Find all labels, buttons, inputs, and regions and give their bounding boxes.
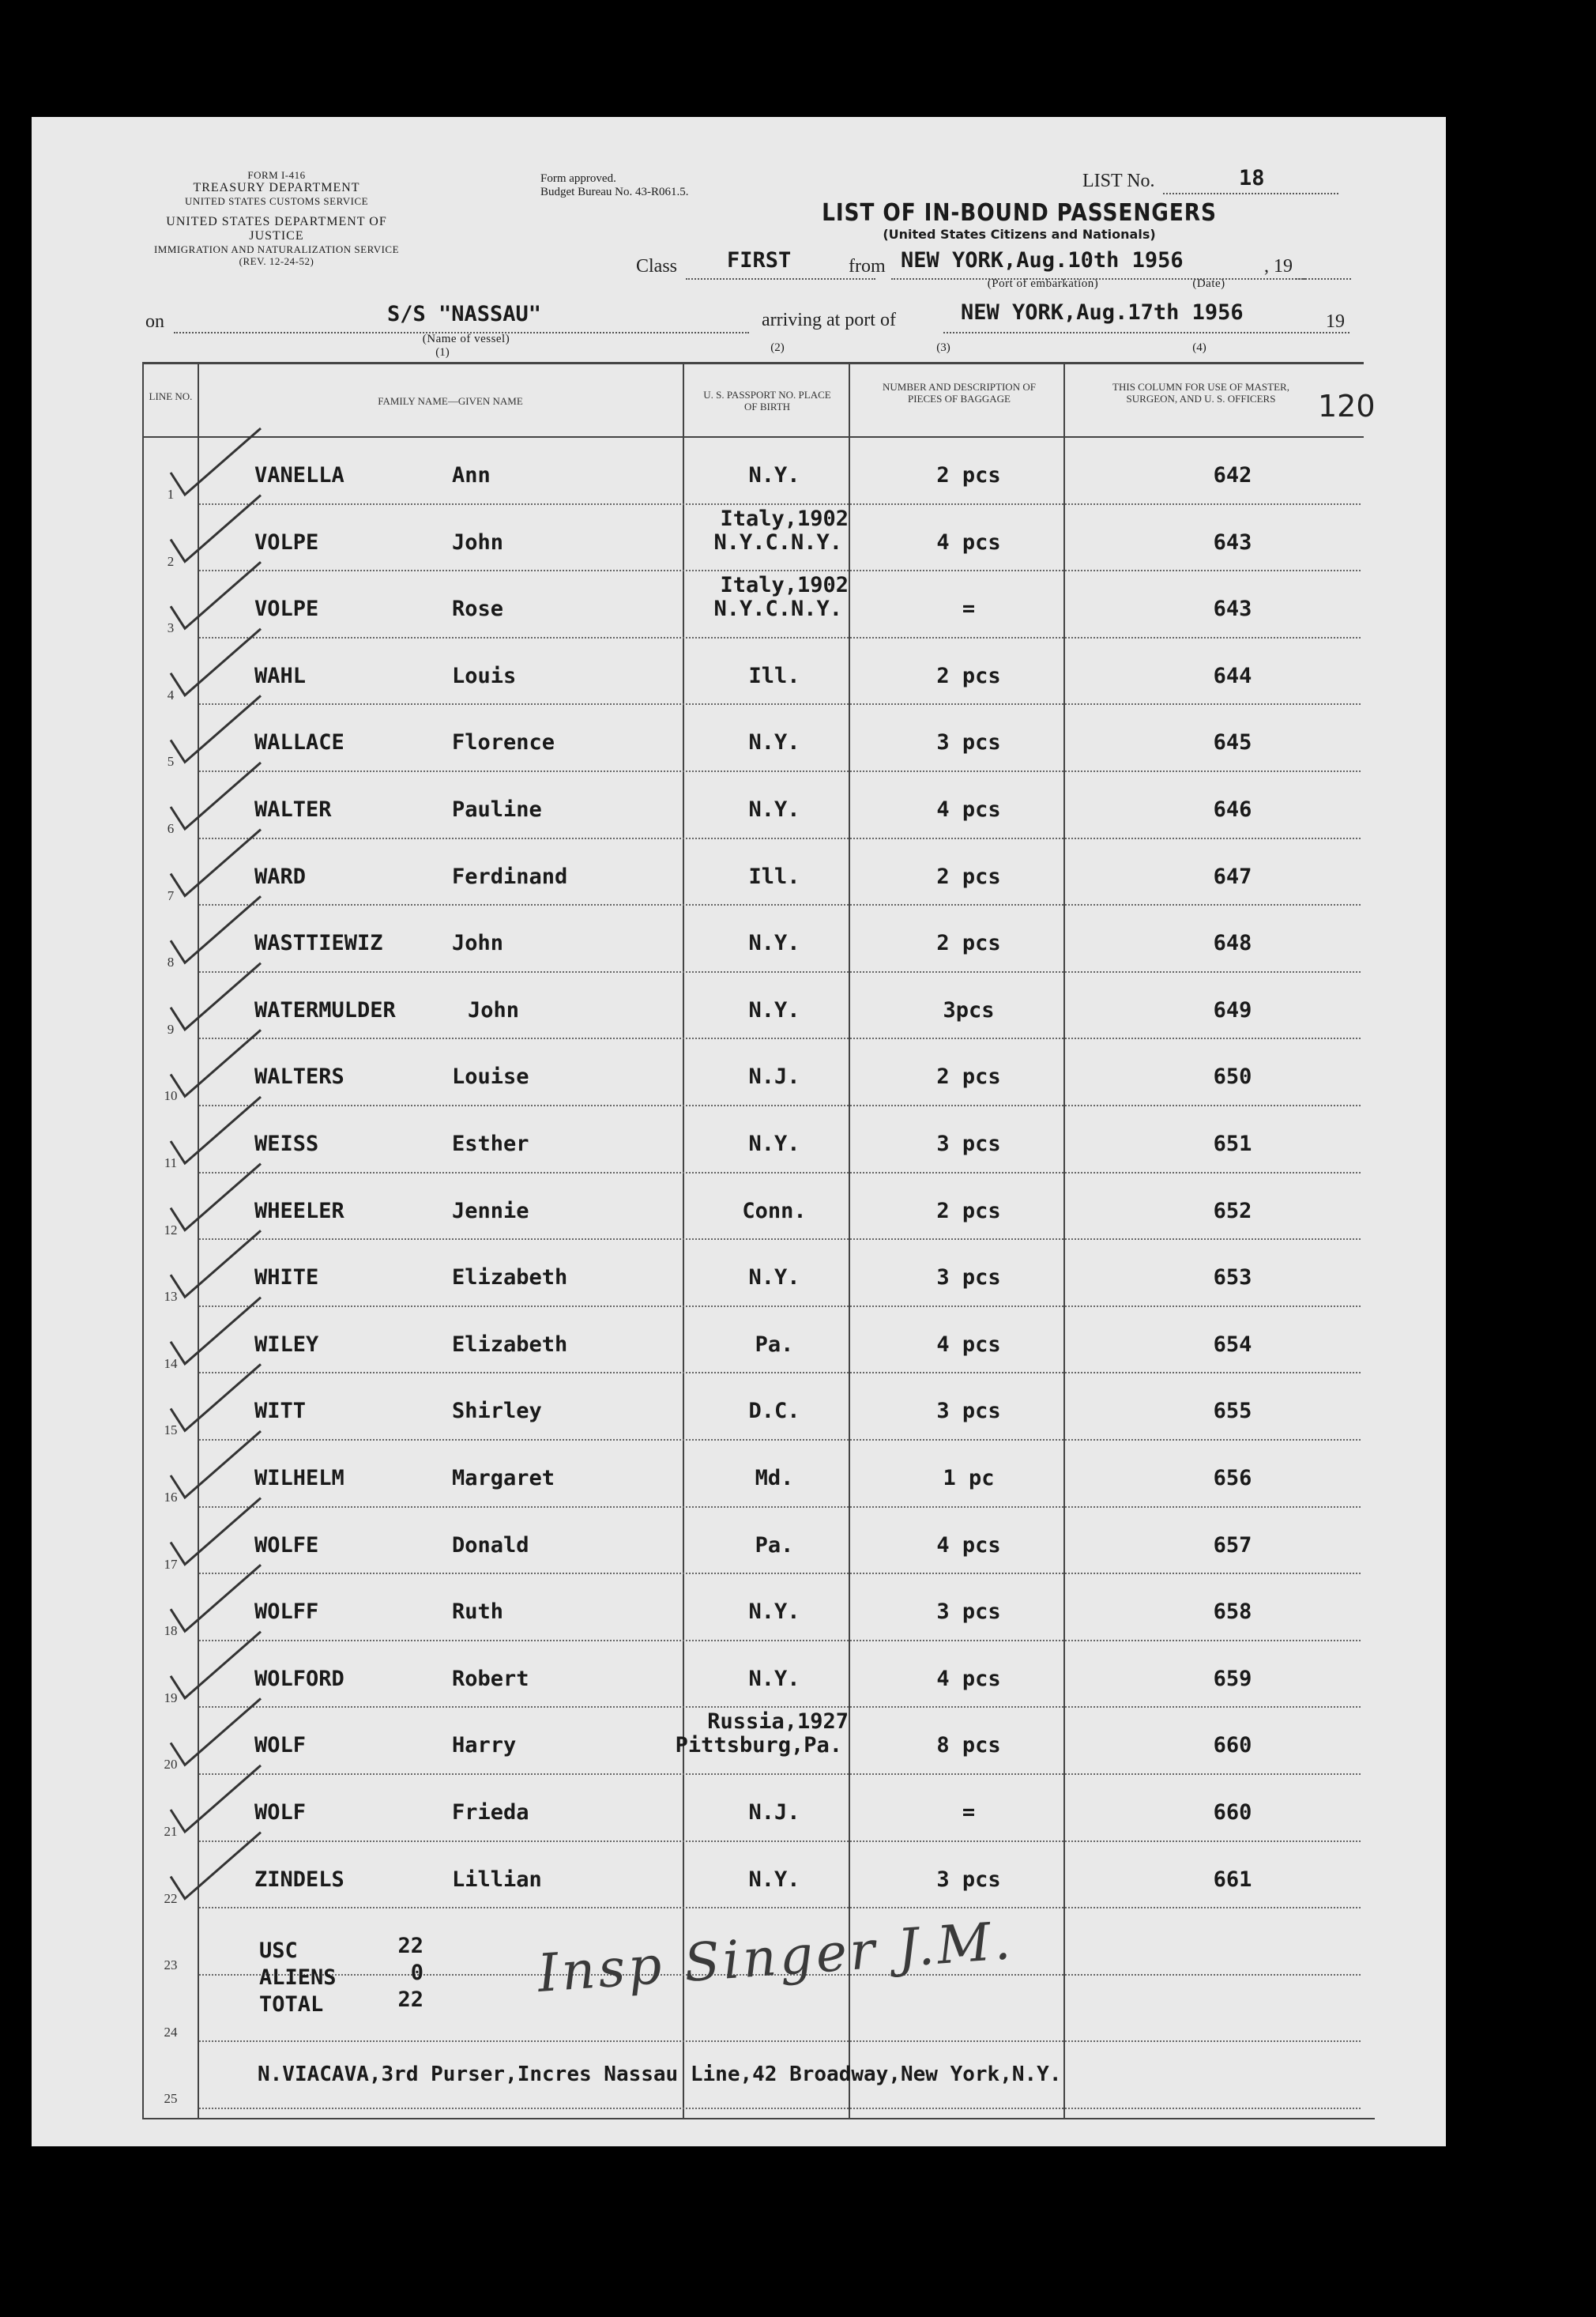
arriving-value: NEW YORK,Aug.17th 1956 [961,300,1244,325]
line-number: 9 [167,1021,175,1037]
given-name: Pauline [452,797,542,822]
given-name: John [468,997,520,1023]
total-label: TOTAL [259,1992,324,2017]
line-number: 25 [164,2091,178,2107]
family-name: WAHL [254,663,307,688]
family-name: VOLPE [254,529,319,555]
form-number: FORM I-416 [247,169,306,181]
baggage-count: 2 pcs [936,931,1001,956]
aliens-label: ALIENS [259,1965,337,1990]
line-number: 14 [164,1355,178,1371]
inspector-signature: Insp Singer J.M. [536,1910,1016,2004]
line-number: 21 [164,1824,178,1839]
check-mark [171,1230,261,1297]
officer-number: 661 [1213,1867,1252,1892]
given-name: Louis [452,663,517,688]
family-name: VANELLA [254,463,344,488]
list-no-label: LIST No. [1082,171,1155,191]
baggage-count: 4 pcs [936,1532,1001,1558]
given-name: Louise [452,1064,529,1090]
officer-number: 658 [1213,1599,1252,1625]
family-name: WHITE [254,1265,319,1290]
baggage-count: 3 pcs [936,1399,1001,1424]
on-label: on [145,311,164,332]
family-name: WALTERS [254,1064,344,1090]
officer-number: 651 [1213,1132,1252,1156]
given-name: Ruth [452,1599,504,1625]
family-name: WOLFF [254,1599,319,1625]
baggage-count: 3 pcs [936,1867,1001,1892]
given-name: Margaret [452,1466,555,1490]
line-number: 19 [164,1690,178,1705]
check-mark [171,963,261,1030]
officer-number: 649 [1213,997,1252,1023]
line-number: 5 [167,754,175,770]
officer-number: 644 [1213,663,1252,688]
family-name: WARD [254,864,307,889]
place-of-birth: N.Y. [748,1867,800,1892]
baggage-count: 4 pcs [936,1666,1001,1691]
line-number: 1 [167,487,175,502]
baggage-count: 4 pcs [936,797,1001,822]
family-name: WASTTIEWIZ [254,931,383,956]
col-head-name: FAMILY NAME—GIVEN NAME [378,395,523,407]
line-number: 11 [164,1155,178,1170]
family-name: WILHELM [254,1466,344,1490]
total-count: 22 [397,1987,423,2012]
family-name: WOLFE [254,1532,319,1558]
col-head-baggage: NUMBER AND DESCRIPTION OF PIECES OF BAGGAGE [883,381,1036,405]
family-name: VOLPE [254,597,319,622]
officer-number: 643 [1213,529,1252,555]
line-number: 20 [164,1757,178,1773]
line-number: 18 [164,1623,178,1639]
baggage-count: 3 pcs [936,1265,1001,1290]
list-no-value: 18 [1239,166,1265,190]
treasury-dept: TREASURY DEPARTMENT [193,181,360,194]
port-embark-caption: (Port of embarkation) [987,277,1099,290]
given-name: Robert [452,1666,529,1691]
line-number: 13 [164,1289,178,1305]
check-mark [171,1565,261,1631]
officer-number: 654 [1213,1332,1252,1357]
purser-line: N.VIACAVA,3rd Purser,Incres Nassau Line,42 Broadway,New York,N.Y. [258,2063,1062,2086]
officer-number: 646 [1213,797,1252,822]
class-label: Class [636,256,678,277]
col-num-4: (4) [1192,341,1206,354]
form-title: LIST OF IN-BOUND PASSENGERS [822,199,1217,227]
check-mark [171,1431,261,1498]
officer-number: 660 [1213,1800,1252,1825]
given-name: Ann [452,463,491,488]
family-name: WOLF [254,1733,307,1758]
page-number: 120 [1318,389,1376,424]
family-name: WEISS [254,1132,319,1156]
baggage-count: 4 pcs [936,529,1001,555]
officer-number: 647 [1213,864,1252,889]
class-value: FIRST [727,248,792,273]
given-name: Esther [452,1132,529,1156]
line-number: 6 [167,821,175,836]
place-of-birth: N.Y.C.N.Y. [713,597,842,622]
given-name: Shirley [452,1399,542,1424]
given-name: Ferdinand [452,864,568,889]
baggage-count: = [962,1800,976,1825]
date-caption: (Date) [1192,277,1225,290]
baggage-count: 3pcs [943,997,995,1023]
birth-year-origin: Italy,1902 [720,506,849,531]
place-of-birth: N.Y.C.N.Y. [713,529,842,555]
baggage-count: 4 pcs [936,1332,1001,1357]
budget-bureau: Budget Bureau No. 43-R061.5. [540,186,689,198]
check-mark [171,562,261,628]
place-of-birth: Ill. [748,663,800,688]
check-mark [171,1298,261,1364]
manifest-page [32,117,1446,2146]
aliens-count: 0 [410,1961,423,1985]
check-mark [171,1765,261,1832]
officer-number: 650 [1213,1064,1252,1090]
vessel-name: S/S "NASSAU" [387,302,542,326]
officer-number: 642 [1213,463,1252,488]
baggage-count: 1 pc [943,1466,995,1490]
line-number: 8 [167,955,175,970]
place-of-birth: N.Y. [748,1666,800,1691]
check-mark [171,1698,261,1765]
line-number: 17 [164,1556,178,1572]
line-number: 2 [167,553,175,569]
given-name: Rose [452,597,504,622]
line-number: 7 [167,887,175,903]
officer-number: 648 [1213,931,1252,956]
place-of-birth: Md. [755,1466,794,1490]
arriving-label: arriving at port of [762,310,896,330]
check-mark [171,1030,261,1096]
place-of-birth: D.C. [748,1399,800,1424]
place-of-birth: Ill. [748,864,800,889]
line-number: 22 [164,1890,178,1906]
place-of-birth: N.Y. [748,797,800,822]
justice-dept: UNITED STATES DEPARTMENT OF JUSTICE [166,215,387,243]
place-of-birth: N.Y. [748,1265,800,1290]
place-of-birth: N.Y. [748,463,800,488]
officer-number: 660 [1213,1733,1252,1758]
given-name: Donald [452,1532,529,1558]
family-name: WOLFORD [254,1666,344,1691]
place-of-birth: N.J. [748,1800,800,1825]
baggage-count: 3 pcs [936,1599,1001,1625]
given-name: John [452,931,504,956]
check-mark [171,629,261,695]
baggage-count: 3 pcs [936,1132,1001,1156]
place-of-birth: Pa. [755,1532,794,1558]
family-name: WALLACE [254,730,344,755]
family-name: WILEY [254,1332,319,1357]
from-value: NEW YORK,Aug.10th 1956 [901,248,1184,273]
given-name: Harry [452,1733,517,1758]
officer-number: 643 [1213,597,1252,622]
check-mark [171,1833,261,1899]
family-name: WALTER [254,797,332,822]
family-name: WOLF [254,1800,307,1825]
baggage-count: 8 pcs [936,1733,1001,1758]
given-name: John [452,529,504,555]
check-mark [171,1364,261,1430]
line-number: 16 [164,1490,178,1505]
arriving-year: 19 [1326,311,1345,332]
officer-number: 652 [1213,1198,1252,1223]
family-name: WATERMULDER [254,997,396,1023]
family-name: ZINDELS [254,1867,344,1892]
form-subtitle: (United States Citizens and Nationals) [883,227,1156,242]
given-name: Frieda [452,1800,529,1825]
place-of-birth: Pittsburg,Pa. [675,1733,842,1758]
place-of-birth: N.Y. [748,931,800,956]
col-head-passport: U. S. PASSPORT NO. PLACE OF BIRTH [703,389,831,413]
officer-number: 656 [1213,1466,1252,1490]
officer-number: 655 [1213,1399,1252,1424]
baggage-count: 2 pcs [936,463,1001,488]
given-name: Lillian [452,1867,542,1892]
given-name: Jennie [452,1198,529,1223]
check-mark [171,428,261,495]
check-mark [171,1164,261,1230]
baggage-count: 2 pcs [936,1064,1001,1090]
line-number: 4 [167,687,175,703]
line-number: 24 [164,2024,178,2040]
place-of-birth: Pa. [755,1332,794,1357]
baggage-count: 2 pcs [936,663,1001,688]
customs-service: UNITED STATES CUSTOMS SERVICE [184,195,369,207]
given-name: Florence [452,730,555,755]
baggage-count: 2 pcs [936,864,1001,889]
given-name: Elizabeth [452,1265,568,1290]
check-marks [32,117,1446,2146]
from-label: from [849,256,886,277]
usc-count: 22 [397,1934,423,1958]
revision-date: (REV. 12-24-52) [239,255,314,267]
line-number: 12 [164,1222,178,1238]
officer-number: 645 [1213,730,1252,755]
check-mark [171,896,261,963]
line-number: 10 [164,1088,178,1104]
check-mark [171,495,261,562]
baggage-count: 3 pcs [936,730,1001,755]
family-name: WHEELER [254,1198,344,1223]
line-number: 15 [164,1422,178,1438]
ins-service: IMMIGRATION AND NATURALIZATION SERVICE [153,243,400,255]
check-mark [171,1097,261,1163]
check-mark [171,763,261,829]
line-number: 23 [164,1957,178,1973]
given-name: Elizabeth [452,1332,568,1357]
col-head-line-no: LINE NO. [149,390,193,402]
place-of-birth: N.Y. [748,730,800,755]
line-number: 3 [167,620,175,636]
place-of-birth: N.Y. [748,1132,800,1156]
col-num-2: (2) [770,341,785,354]
col-num-1: (1) [435,346,450,359]
officer-number: 653 [1213,1265,1252,1290]
usc-label: USC [259,1938,298,1963]
vessel-caption: (Name of vessel) [422,333,510,345]
family-name: WITT [254,1399,307,1424]
from-year-label: , 19 [1264,256,1293,277]
place-of-birth: N.J. [748,1064,800,1090]
check-mark [171,1498,261,1565]
officer-number: 659 [1213,1666,1252,1691]
baggage-count: = [962,597,976,622]
form-approved: Form approved. [540,172,616,185]
check-mark [171,1632,261,1698]
col-head-officers: THIS COLUMN FOR USE OF MASTER, SURGEON, AND U. S. OFFICERS [1112,381,1289,405]
officer-number: 657 [1213,1532,1252,1558]
place-of-birth: N.Y. [748,1599,800,1625]
birth-year-origin: Russia,1927 [707,1709,849,1735]
col-num-3: (3) [936,341,950,354]
check-mark [171,695,261,762]
baggage-count: 2 pcs [936,1198,1001,1223]
place-of-birth: N.Y. [748,997,800,1023]
birth-year-origin: Italy,1902 [720,573,849,598]
check-mark [171,830,261,896]
place-of-birth: Conn. [742,1198,807,1223]
